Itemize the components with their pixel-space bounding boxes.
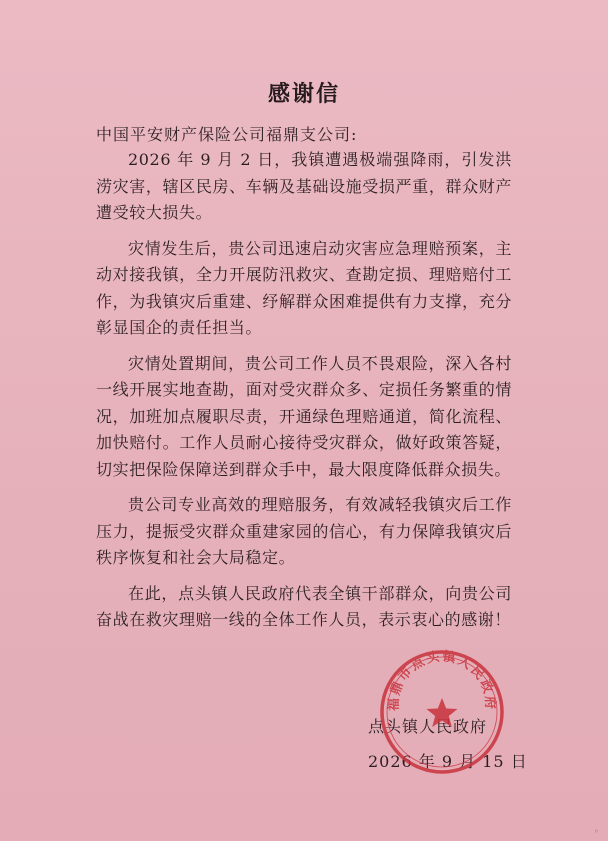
seal-text: 福鼎市点头镇人民政府 (386, 649, 498, 712)
signature-name: 点头镇人民政府 (368, 717, 488, 736)
paragraph-1: 2026 年 9 月 2 日，我镇遭遇极端强降雨，引发洪涝灾害，辖区民房、车辆及基础设施受损严重，群众财产遭受较大损失。 (96, 150, 512, 222)
letter-salutation: 中国平安财产保险公司福鼎支公司: (96, 125, 358, 144)
seal-star (427, 698, 458, 727)
letter-body (96, 147, 512, 643)
paragraph-3: 灾情处置期间，贵公司工作人员不畏艰险，深入各村一线开展实地查勘，面对受灾群众多、定损任务繁重的情况，加班加点履职尽责，开通绿色理赔通道，简化流程、加快赔付。工作人员耐心接待受灾群众，做好政策答疑，切实把保险保障送到群众手中，最大限度降低群众损失。 (96, 353, 512, 479)
paragraph-4: 贵公司专业高效的理赔服务，有效减轻我镇灾后工作压力，提振受灾群众重建家园的信心，有力保障我镇灾后秩序恢复和社会大局稳定。 (96, 495, 512, 567)
letter-title: 感谢信 (267, 81, 340, 107)
paragraph-5: 在此，点头镇人民政府代表全镇干部群众，向贵公司奋战在救灾理赔一线的全体工作人员，表示衷心的感谢！ (96, 583, 512, 629)
signature-date: 2026 年 9 月 15 日 (368, 752, 528, 771)
paragraph-2: 灾情发生后，贵公司迅速启动灾害应急理赔预案，主动对接我镇，全力开展防汛救灾、查勘定损、理赔赔付工作，为我镇灾后重建、纾解群众困难提供有力支撑，充分彰显国企的责任担当。 (96, 238, 512, 337)
official-seal (378, 648, 506, 776)
corner-mark: ◦ (594, 827, 599, 836)
